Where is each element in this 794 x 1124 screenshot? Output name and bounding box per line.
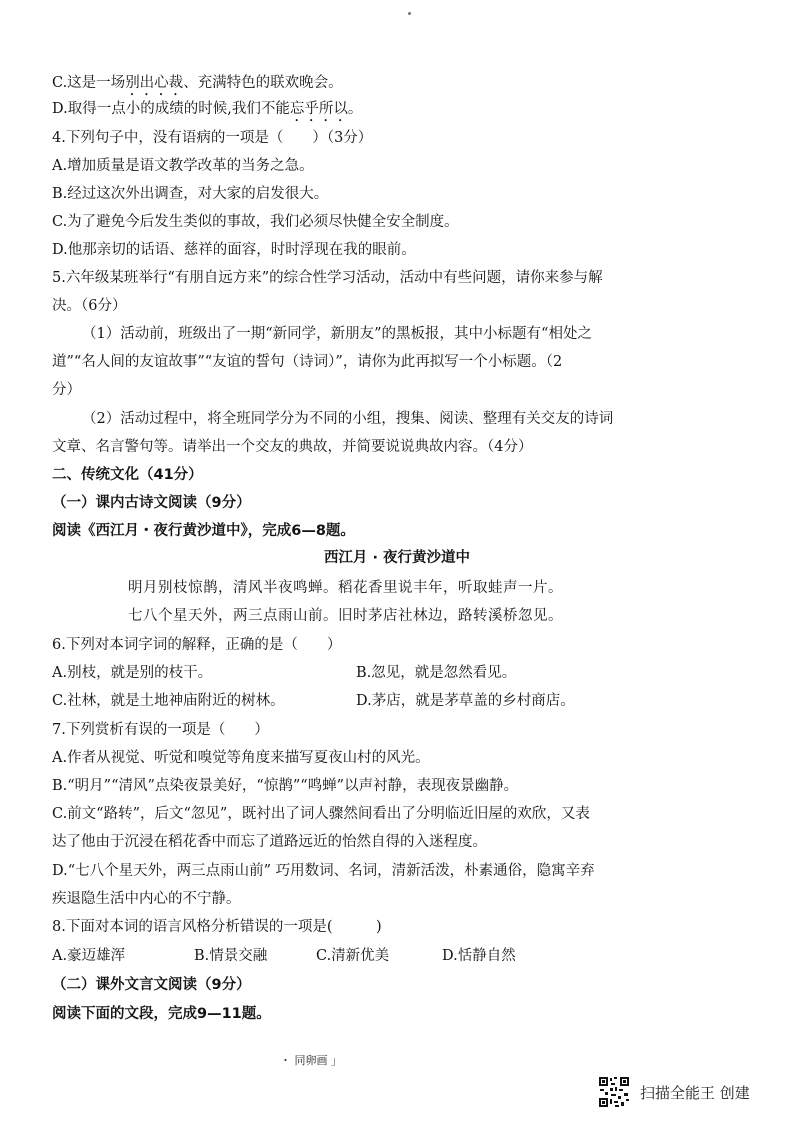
q8-option-c: C.清新优美	[316, 948, 390, 964]
q5-part2-line-1: （2）活动过程中，将全班同学分为不同的小组，搜集、阅读、整理有关交友的诗词	[82, 411, 614, 427]
q8-option-d: D.恬静自然	[442, 948, 516, 964]
q6-option-b: B.忽见，就是忽然看见。	[356, 665, 517, 681]
reading-instruction-2: 阅读下面的文段，完成9—11题。	[52, 1006, 271, 1022]
q5-part2-line-2: 文章、名言警句等。请举出一个交友的典故，并简要说说典故内容。（4分）	[52, 439, 533, 455]
question-8: 8.下面对本词的语言风格分析错误的一项是( )	[52, 919, 382, 935]
scanner-watermark-label: 扫描全能王 创建	[640, 1084, 750, 1102]
q5-part1-line-1: （1）活动前，班级出了一期“新同学，新朋友”的黑板报，其中小标题有“相处之	[82, 326, 592, 342]
q5-part1-line-2: 道”“名人间的友谊故事”“友谊的誓句（诗词）”，请你为此再拟写一个小标题。（2	[52, 354, 563, 370]
q7-option-d-line-2: 疾退隐生活中内心的不宁静。	[52, 891, 241, 907]
question-5-line-1: 5.六年级某班举行“有朋自远方来”的综合性学习活动，活动中有些问题，请你来参与解	[52, 270, 603, 286]
q5-part1-line-3: 分）	[52, 382, 81, 398]
q6-option-d: D.茅店，就是茅草盖的乡村商店。	[356, 693, 575, 709]
qr-code-icon	[598, 1076, 630, 1108]
q7-option-d-line-1: D.“七八个星天外，两三点雨山前” 巧用数词、名词，清新活泼，朴素通俗，隐寓辛弃	[52, 863, 595, 879]
poem-title: 西江月 · 夜行黄沙道中	[323, 550, 471, 566]
question-5-line-2: 决。（6分）	[52, 298, 127, 314]
q6-option-a: A.别枝，就是别的枝干。	[52, 665, 213, 681]
reading-instruction-1: 阅读《西江月・夜行黄沙道中》，完成6—8题。	[52, 523, 355, 539]
q4-option-a: A.增加质量是语文教学改革的当务之急。	[52, 158, 314, 174]
q7-option-b: B.“明月”“清风”点染夜景美好，“惊鹊”“鸣蝉”以声衬静，表现夜景幽静。	[52, 778, 519, 794]
q8-option-a: A.豪迈雄浑	[52, 948, 126, 964]
option-c-line: C.这是一场别出心裁、充满特色的联欢晚会。	[52, 75, 343, 91]
q8-option-b: B.情景交融	[194, 948, 268, 964]
question-6: 6.下列对本词字词的解释，正确的是（ ）	[52, 637, 342, 653]
poem-line-2: 七八个星天外，两三点雨山前。旧时茅店社林边，路转溪桥忽见。	[128, 608, 563, 624]
question-7: 7.下列赏析有误的一项是（ ）	[52, 722, 269, 738]
subsection-1-heading: （一）课内古诗文阅读（9分）	[52, 495, 251, 511]
section-2-heading: 二、传统文化（41分）	[52, 467, 203, 483]
q6-option-c: C.社林，就是土地神庙附近的树林。	[52, 693, 285, 709]
q4-option-b: B.经过这次外出调查，对大家的启发很大。	[52, 186, 329, 202]
q7-option-c-line-2: 达了他由于沉浸在稻花香中而忘了道路远近的怡然自得的入迷程度。	[52, 834, 487, 850]
subsection-2-heading: （二）课外文言文阅读（9分）	[52, 977, 251, 993]
q4-option-c: C.为了避免今后发生类似的事故，我们必须尽快健全安全制度。	[52, 214, 459, 230]
q7-option-a: A.作者从视觉、听觉和嗅觉等角度来描写夏夜山村的风光。	[52, 750, 430, 766]
question-4: 4.下列句子中，没有语病的一项是（ ）（3分）	[52, 130, 373, 146]
page-footer-mark: ・ 同卵画 」	[280, 1054, 342, 1067]
option-d-line: D.取得一点小的成绩的时候,我们不能忘乎所以。	[52, 101, 363, 117]
poem-line-1: 明月别枝惊鹊，清风半夜鸣蝉。稻花香里说丰年，听取蛙声一片。	[128, 580, 563, 596]
scan-speck	[408, 12, 411, 15]
q4-option-d: D.他那亲切的话语、慈祥的面容，时时浮现在我的眼前。	[52, 242, 416, 258]
q7-option-c-line-1: C.前文“路转”，后文“忽见”，既衬出了词人骤然间看出了分明临近旧屋的欢欣，又表	[52, 806, 590, 822]
